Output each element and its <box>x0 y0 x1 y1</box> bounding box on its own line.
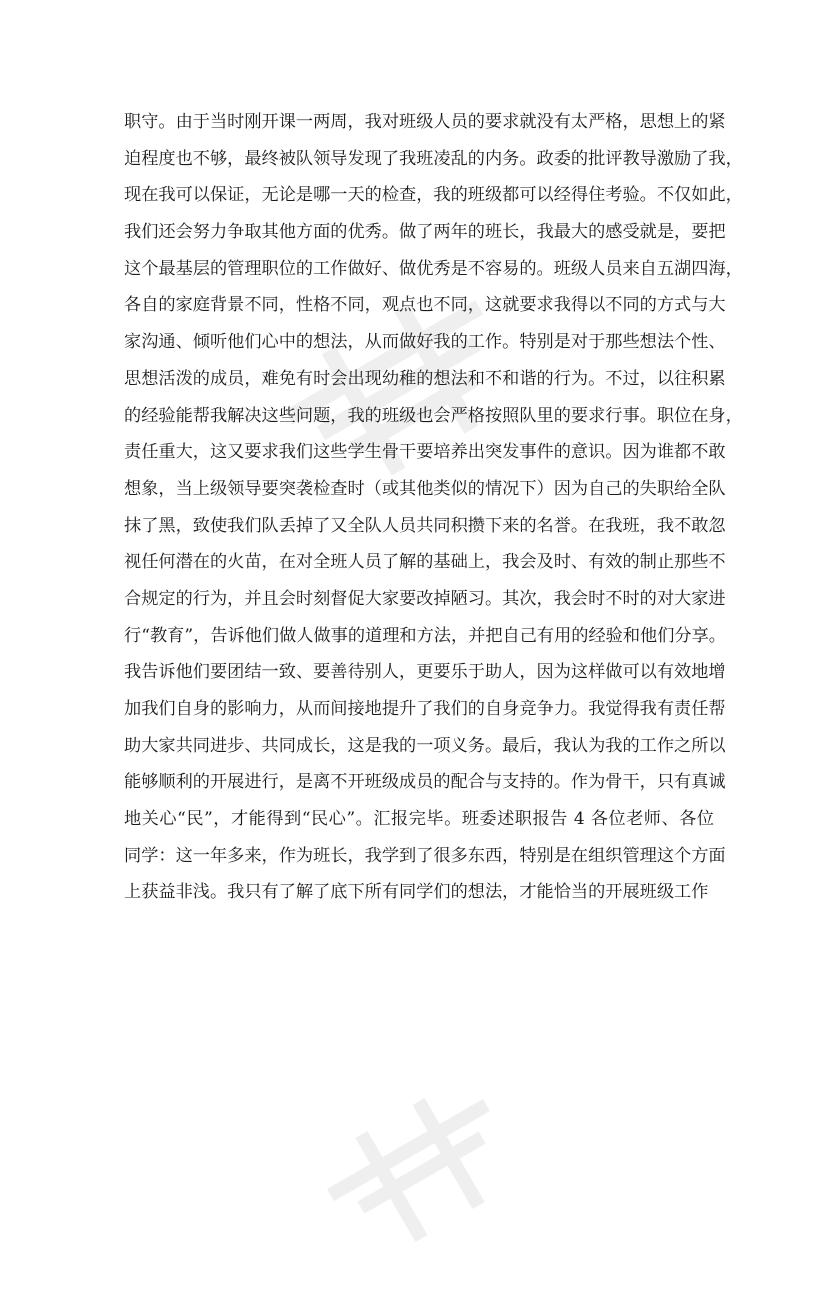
text-line: 视任何潜在的火苗，在对全班人员了解的基础上，我会及时、有效的制止那些不 <box>124 552 726 573</box>
text-line: 我告诉他们要团结一致、要善待别人，更要乐于助人，因为这样做可以有效地增 <box>124 662 726 683</box>
text-line: 家沟通、倾听他们心中的想法，从而做好我的工作。特别是对于那些想法个性、 <box>124 332 726 353</box>
text-line: 想象，当上级领导要突袭检查时（或其他类似的情况下）因为自己的失职给全队 <box>124 478 726 499</box>
text-line: 上获益非浅。我只有了解了底下所有同学们的想法，才能恰当的开展班级工作 <box>124 882 709 903</box>
text-line: 责任重大，这又要求我们这些学生骨干要培养出突发事件的意识。因为谁都不敢 <box>124 442 726 463</box>
text-line: 合规定的行为，并且会时刻督促大家要改掉陋习。其次，我会时不时的对大家进 <box>124 588 726 609</box>
text-line: 助大家共同进步、共同成长，这是我的一项义务。最后，我认为我的工作之所以 <box>124 735 726 756</box>
text-line: 现在我可以保证，无论是哪一天的检查，我的班级都可以经得住考验。不仅如此， <box>124 185 743 206</box>
text-line: 能够顺利的开展进行，是离不开班级成员的配合与支持的。作为骨干，只有真诚 <box>124 772 726 793</box>
text-line: 的经验能帮我解决这些问题，我的班级也会严格按照队里的要求行事。职位在身， <box>124 405 743 426</box>
report-body-text <box>124 104 743 911</box>
text-line: 思想活泼的成员，难免有时会出现幼稚的想法和不和谐的行为。不过，以往积累 <box>124 368 726 389</box>
text-line: 加我们自身的影响力，从而间接地提升了我们的自身竞争力。我觉得我有责任帮 <box>124 699 726 719</box>
text-line: 职守。由于当时刚开课一两周，我对班级人员的要求就没有太严格，思想上的紧 <box>124 112 726 132</box>
text-line: 行“教育”，告诉他们做人做事的道理和方法，并把自己有用的经验和他们分享。 <box>124 625 726 646</box>
watermark-logo-bottom <box>300 1050 540 1290</box>
text-line: 同学：这一年多来，作为班长，我学到了很多东西，特别是在组织管理这个方面 <box>124 845 726 866</box>
text-line: 我们还会努力争取其他方面的优秀。做了两年的班长，我最大的感受就是，要把 <box>124 222 726 243</box>
text-line: 各自的家庭背景不同，性格不同，观点也不同，这就要求我得以不同的方式与大 <box>124 295 726 316</box>
text-line: 迫程度也不够，最终被队领导发现了我班凌乱的内务。政委的批评教导激励了我， <box>124 148 743 169</box>
text-line: 抹了黑，致使我们队丢掉了又全队人员共同积攒下来的名誉。在我班，我不敢忽 <box>124 515 726 536</box>
text-line: 这个最基层的管理职位的工作做好、做优秀是不容易的。班级人员来自五湖四海， <box>124 258 743 279</box>
text-line: 地关心“民”，才能得到“民心”。汇报完毕。班委述职报告 4 各位老师、各位 <box>124 809 714 830</box>
